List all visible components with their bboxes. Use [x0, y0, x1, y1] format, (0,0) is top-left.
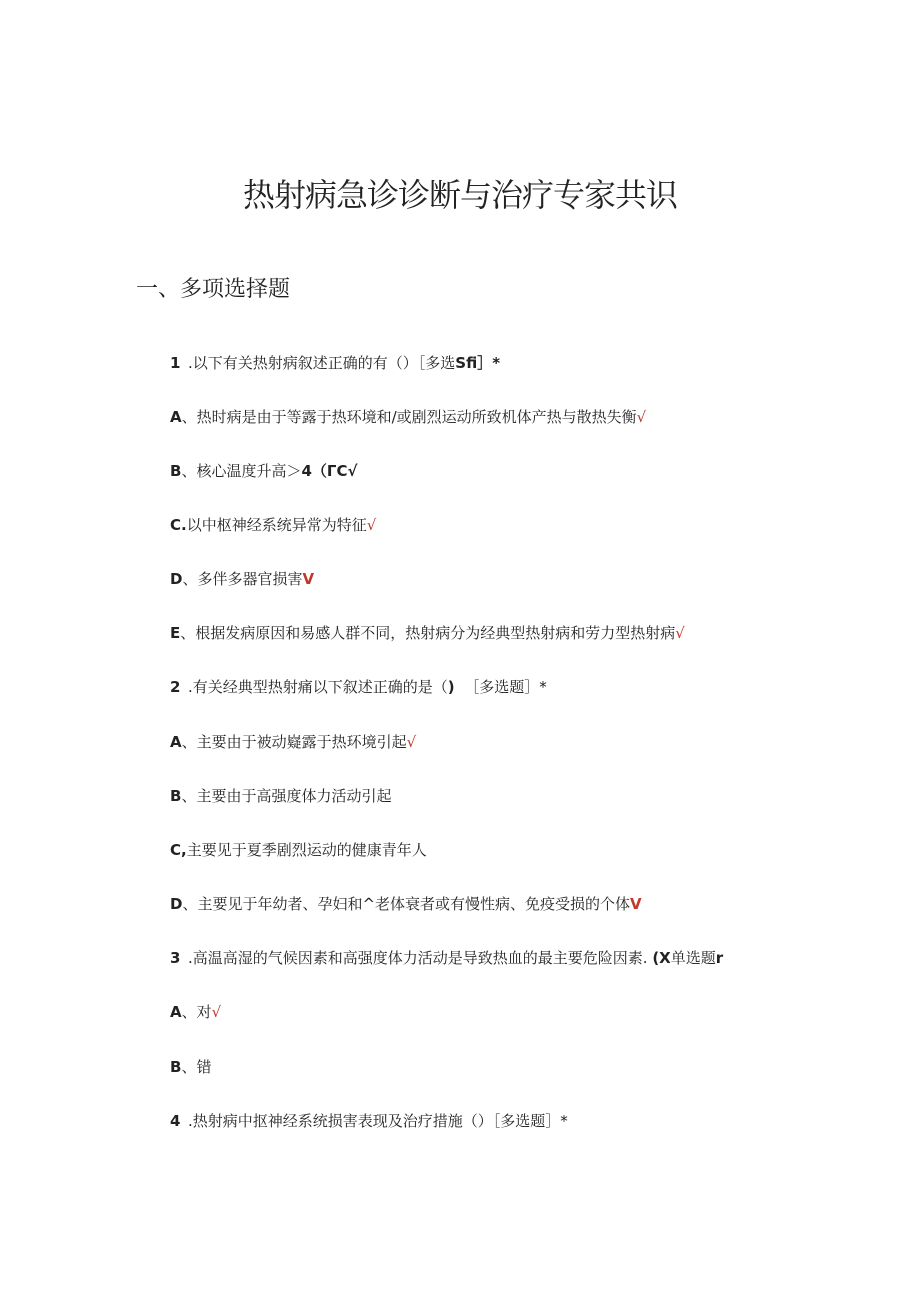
option-2c [170, 839, 427, 860]
question-type-tail: Sfi］* [455, 354, 501, 372]
question-text: .高温高湿的气候因素和高强度体力活动是导致热血的最主要危险因素. [188, 949, 648, 967]
question-text: .有关经典型热射痛以下叙述正确的是（ [188, 678, 448, 696]
option-letter: A [170, 733, 182, 751]
check-mark: V [302, 570, 315, 588]
option-letter: E [170, 624, 181, 642]
question-number: 1 [170, 354, 181, 372]
option-letter: D [170, 570, 183, 588]
option-text: 、对 [181, 1003, 212, 1021]
option-letter: C. [170, 516, 187, 534]
option-letter: D [170, 895, 183, 913]
question-number: 3 [170, 949, 181, 967]
option-2b [170, 785, 391, 806]
option-text: 、核心温度升高＞ [181, 462, 302, 480]
question-text: .热射病中抠神经系统损害表现及治疗措施（）［多选题］* [188, 1112, 568, 1130]
option-letter: A [170, 408, 182, 426]
option-tail: 4（ΓC√ [301, 462, 358, 480]
option-2a [170, 731, 416, 752]
option-text: 、根据发病原因和易感人群不同，热射病分为经典型热射病和劳力型热射病 [180, 624, 676, 642]
section-heading: 一、多项选择题 [136, 277, 291, 302]
option-1e [170, 622, 685, 643]
option-text: 主要见于夏季剧烈运动的健康青年人 [186, 841, 427, 859]
question-number: 2 [170, 678, 181, 696]
option-text: 、错 [181, 1058, 212, 1076]
option-text: 、热时病是由于等露于热环境和/或剧烈运动所致机体产热与散热失衡 [181, 408, 637, 426]
document-title: 热射病急诊诊断与治疗专家共识 [242, 176, 677, 214]
question-type-end: r [715, 949, 724, 967]
check-mark: √ [636, 408, 647, 426]
option-letter: B [170, 1058, 182, 1076]
check-mark: √ [406, 733, 417, 751]
check-mark: √ [366, 516, 377, 534]
option-1c [170, 514, 376, 535]
check-mark: √ [211, 1003, 222, 1021]
question-type: 单选题 [670, 949, 716, 967]
question-2 [170, 676, 547, 697]
question-3 [170, 947, 723, 968]
question-number: 4 [170, 1112, 181, 1130]
option-3b [170, 1056, 211, 1077]
option-3a [170, 1001, 221, 1022]
option-text: 、多伴多器官损害 [182, 570, 303, 588]
check-mark: √ [675, 624, 685, 642]
question-4 [170, 1110, 568, 1131]
option-text: 、主要由于被动嶷露于热环境引起 [181, 733, 407, 751]
option-letter: C, [170, 841, 187, 859]
option-1d [170, 568, 314, 589]
option-text: 以中枢神经系统异常为特征 [186, 516, 367, 534]
option-letter: B [170, 787, 182, 805]
option-1a [170, 406, 646, 427]
option-text: 、主要见于年幼者、孕妇和^老体衰者或有慢性病、免疫受损的个体 [182, 895, 631, 913]
question-1 [170, 352, 500, 373]
question-type: ［多选题］* [464, 678, 547, 696]
question-text: .以下有关热射病叙述正确的有（）［多选 [188, 354, 456, 372]
question-type-open: (X [652, 949, 671, 967]
question-paren: ) [447, 678, 455, 696]
check-mark: V [630, 895, 642, 913]
option-letter: B [170, 462, 182, 480]
option-text: 、主要由于高强度体力活动引起 [181, 787, 392, 805]
option-1b [170, 460, 357, 481]
option-letter: A [170, 1003, 182, 1021]
option-2d [170, 893, 642, 914]
